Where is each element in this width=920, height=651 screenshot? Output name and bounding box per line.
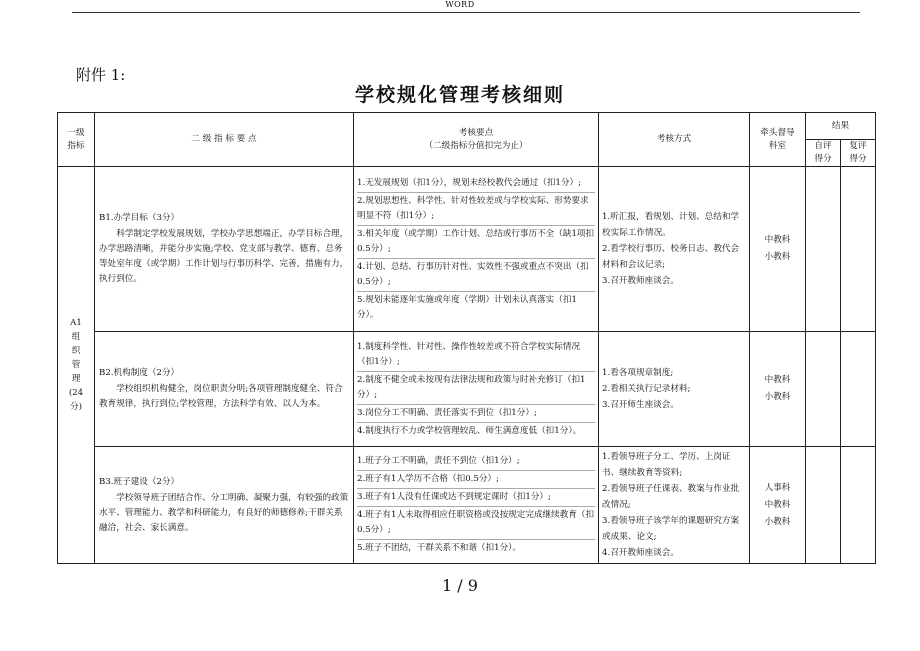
header-word: WORD	[445, 0, 475, 9]
header-level1-line2: 指标	[67, 140, 85, 151]
b3-point: 5.班子不团结，干群关系不和谐（扣1分）。	[357, 543, 522, 553]
b1-dept-cell	[750, 167, 806, 332]
b1-heading: B1.办学目标（3分）	[99, 213, 180, 223]
level1-char: A1	[70, 318, 82, 328]
header-method	[599, 113, 750, 167]
b2-re-score	[841, 332, 876, 447]
header-level1-line1: 一级	[67, 127, 85, 138]
b1-method-cell	[599, 167, 750, 332]
table-row	[58, 167, 876, 332]
header-re-line2: 得分	[849, 154, 867, 164]
b3-method: 2.看领导班子任课表、教案与作业批改情况;	[602, 484, 740, 510]
b3-self-score	[806, 447, 841, 564]
b3-method-cell	[599, 447, 750, 564]
level1-char: 管	[71, 360, 81, 370]
b3-re-score	[841, 447, 876, 564]
b1-dept: 中教科	[764, 235, 791, 245]
header-points-line1: 考核要点	[458, 127, 494, 138]
b3-level2-cell	[95, 447, 354, 564]
b2-method: 1.看各项规章制度;	[602, 368, 674, 378]
b2-points-cell	[354, 332, 599, 447]
b2-self-score	[806, 332, 841, 447]
b1-point: 1.无发展规划（扣1分），规划未经校教代会通过（扣1分）;	[357, 175, 595, 193]
b3-dept-cell	[750, 447, 806, 564]
b1-points-cell	[354, 167, 599, 332]
b3-heading: B3.班子建设（2分）	[99, 476, 180, 487]
b1-point: 2.规划思想性、科学性、针对性较差或与学校实际、形势要求明显不符（扣1分）;	[357, 193, 595, 226]
table-row	[58, 447, 876, 564]
b3-method: 1.看领导班子分工、学历、上岗证书、继续教育等资料;	[602, 452, 731, 478]
b2-point: 4.制度执行不力或学校管理较乱、师生满意度低（扣1分）。	[357, 425, 582, 436]
attachment-label: 附件 1:	[76, 66, 126, 84]
b2-point: 1.制度科学性、针对性、操作性较差或不符合学校实际情况（扣1分）;	[357, 339, 595, 372]
header-re-line1: 复评	[849, 141, 867, 151]
b3-point: 4.班子有1人未取得相应任职资格或没按规定完成继续教育（扣0.5分）;	[357, 507, 595, 540]
b2-body: 学校组织机构健全，岗位职责分明;各项管理制度健全、符合教育规律，执行到位;学校管理，方法科学有效、以人为本。	[99, 384, 343, 409]
b2-heading: B2.机构制度（2分）	[99, 368, 180, 378]
document-title: 学校规化管理考核细则	[354, 84, 565, 106]
header-results	[806, 113, 876, 140]
b3-dept: 中教科	[764, 499, 791, 510]
b1-body: 科学制定学校发展规划，学校办学思想端正，办学目标合理，办学思路清晰，并能分步实施;学校、党支部与教学、德育、总务等处室年度（或学期）工作计划与行事历科学、完善，措施有力，执行到位。	[99, 229, 349, 284]
table-row	[58, 332, 876, 447]
b2-method: 3.召开师生座谈会。	[602, 400, 679, 410]
header-method-text: 考核方式	[656, 134, 692, 144]
b3-point: 1.班子分工不明确，责任不到位（扣1分）;	[357, 453, 595, 471]
b3-body: 学校领导班子团结合作、分工明确、凝聚力强，有较强的政策水平、管理能力、教学和科研能力，有良好的师德修养;干群关系融洽，社会、家长满意。	[99, 492, 349, 533]
b2-dept-cell	[750, 332, 806, 447]
page-number: 1 / 9	[442, 576, 478, 595]
header-rule	[72, 12, 860, 13]
b3-method: 4.召开教师座谈会。	[602, 548, 679, 558]
b3-points-cell	[354, 447, 599, 564]
b2-point: 3.岗位分工不明确、责任落实不到位（扣1分）;	[357, 405, 595, 423]
b1-point: 4.计划、总结、行事历针对性、实效性不强或重点不突出（扣0.5分）;	[357, 259, 595, 292]
b3-dept: 小教科	[764, 516, 791, 527]
b2-method-cell	[599, 332, 750, 447]
b1-dept: 小教科	[764, 252, 791, 262]
b1-self-score	[806, 167, 841, 332]
header-dept-line1: 牵头督导	[760, 127, 795, 138]
b2-point: 2.制度不健全或未按现有法律法规和政策与时补充修订（扣1分）;	[357, 372, 595, 405]
header-re-score	[841, 140, 876, 167]
header-points	[354, 113, 599, 167]
b1-method: 2.看学校行事历、校务日志、教代会材料和会议记录;	[602, 244, 740, 270]
header-level2-text: 二 级 指 标 要 点	[191, 134, 257, 144]
b1-point: 3.相关年度（或学期）工作计划、总结或行事历不全（缺1项扣0.5分）;	[357, 226, 595, 259]
b3-point: 3.班子有1人没有任课或达不到规定课时（扣1分）;	[357, 489, 595, 507]
header-self-line2: 得分	[814, 154, 832, 164]
header-results-text: 结果	[831, 120, 850, 131]
header-self-score	[806, 140, 841, 167]
header-level1	[58, 113, 95, 167]
b2-dept: 中教科	[764, 375, 791, 385]
header-dept-line2: 科室	[768, 140, 787, 151]
header-dept	[750, 113, 806, 167]
assessment-table	[57, 112, 876, 564]
b2-level2-cell	[95, 332, 354, 447]
level1-char: 分)	[70, 402, 82, 412]
b1-method: 1.听汇报，看规划、计划、总结和学校实际工作情况。	[602, 212, 740, 238]
b3-point: 2.班子有1人学历不合格（扣0.5分）;	[357, 471, 595, 489]
level1-char: (24	[68, 388, 84, 398]
level1-char: 组	[71, 332, 81, 342]
level1-char: 理	[71, 374, 81, 384]
b1-re-score	[841, 167, 876, 332]
b1-method: 3.召开教师座谈会。	[602, 276, 679, 286]
level1-char: 织	[71, 346, 81, 356]
b1-point: 5.规划未能逐年实施或年度（学期）计划未认真落实（扣1分）。	[357, 294, 577, 320]
b2-dept: 小教科	[764, 392, 791, 402]
header-level2	[95, 113, 354, 167]
b2-method: 2.看相关执行记录材料;	[602, 384, 691, 394]
b3-dept: 人事科	[764, 482, 791, 493]
header-points-line2: （二级指标分值扣完为止）	[424, 140, 528, 151]
b3-method: 3.看领导班子该学年的课题研究方案或成果、论文;	[602, 516, 740, 542]
b1-level2-cell	[95, 167, 354, 332]
level1-a1-cell	[58, 167, 95, 564]
header-self-line1: 自评	[814, 141, 832, 151]
